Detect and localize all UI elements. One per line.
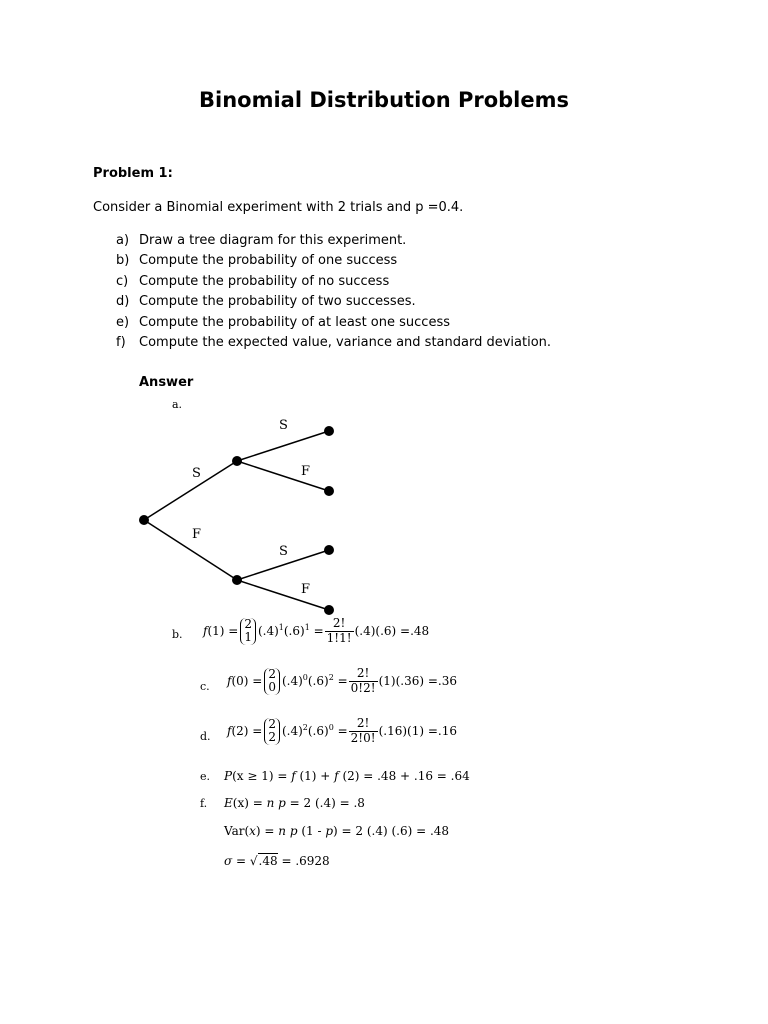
fraction bbox=[325, 617, 354, 646]
eq-text: (.6) bbox=[307, 673, 329, 688]
eq-text: ) = bbox=[255, 824, 279, 838]
tree-branch bbox=[237, 431, 329, 461]
answer-label-a: a. bbox=[172, 398, 183, 411]
eq-symbol: σ bbox=[224, 854, 233, 868]
fraction-numerator: 2! bbox=[349, 717, 378, 732]
question-letter: c) bbox=[116, 274, 129, 289]
tree-node bbox=[324, 486, 334, 496]
answer-label-d: d. bbox=[200, 730, 211, 743]
tree-label-f: F bbox=[301, 582, 311, 597]
equation-c bbox=[227, 667, 457, 696]
equation-d bbox=[227, 717, 457, 746]
question-letter: e) bbox=[116, 315, 130, 330]
eq-symbol: x bbox=[249, 824, 256, 838]
answer-label-c: c. bbox=[200, 680, 210, 693]
eq-text: (.4) bbox=[281, 723, 303, 738]
question-letter: f) bbox=[116, 335, 126, 350]
eq-symbol: f bbox=[203, 623, 208, 638]
fraction-numerator: 2! bbox=[349, 667, 378, 682]
eq-text: (0) = bbox=[231, 673, 263, 688]
eq-text: ) = 2 (.4) (.6) = .48 bbox=[333, 824, 450, 838]
binom-n: 2 bbox=[268, 666, 276, 681]
eq-text: (1) + bbox=[295, 769, 335, 783]
equation-b bbox=[203, 617, 429, 646]
eq-text: (1)(.36) =.36 bbox=[378, 673, 457, 688]
exponent: 2 bbox=[302, 722, 308, 732]
question-item bbox=[116, 335, 551, 350]
tree-node bbox=[324, 545, 334, 555]
eq-text: (2) = .48 + .16 = .64 bbox=[338, 769, 470, 783]
question-text: Compute the expected value, variance and standard deviation. bbox=[139, 335, 552, 350]
eq-symbol: p bbox=[325, 824, 334, 838]
question-item bbox=[116, 274, 389, 289]
question-letter: d) bbox=[116, 294, 130, 309]
fraction bbox=[349, 717, 378, 746]
binomial-coefficient bbox=[240, 618, 256, 646]
binom-n: 2 bbox=[268, 716, 276, 731]
eq-text: = bbox=[337, 723, 348, 738]
tree-branch bbox=[144, 520, 237, 580]
tree-branch bbox=[237, 461, 329, 491]
tree-branch bbox=[144, 461, 237, 520]
equation-expected-value bbox=[224, 796, 365, 810]
eq-text: (.4) bbox=[281, 673, 303, 688]
tree-label-s: S bbox=[279, 418, 288, 433]
sqrt-icon: √ bbox=[249, 854, 258, 868]
equation-std-dev bbox=[224, 854, 330, 868]
eq-text: = bbox=[232, 854, 250, 868]
question-letter: a) bbox=[116, 233, 130, 248]
question-item bbox=[116, 294, 416, 309]
question-item bbox=[116, 233, 406, 248]
binom-k: 1 bbox=[244, 630, 252, 645]
tree-label-f: F bbox=[301, 464, 311, 479]
tree-node bbox=[232, 456, 242, 466]
exponent: 0 bbox=[328, 722, 334, 732]
fraction-denominator: 2!0! bbox=[350, 730, 376, 745]
eq-symbol: n p bbox=[278, 824, 298, 838]
tree-label-s: S bbox=[192, 466, 201, 481]
fraction bbox=[349, 667, 378, 696]
question-text: Compute the probability of no success bbox=[139, 274, 390, 289]
eq-text: (.4)(.6) =.48 bbox=[354, 623, 430, 638]
eq-text: (.4) bbox=[257, 623, 279, 638]
fraction-denominator: 1!1! bbox=[326, 630, 352, 645]
problem-statement: Consider a Binomial experiment with 2 trials and p =0.4. bbox=[93, 200, 464, 215]
tree-node bbox=[324, 605, 334, 615]
problem-heading: Problem 1: bbox=[93, 166, 173, 181]
eq-text: (2) = bbox=[231, 723, 263, 738]
eq-text: Var( bbox=[224, 824, 250, 838]
tree-label-f: F bbox=[192, 527, 202, 542]
exponent: 0 bbox=[302, 672, 308, 682]
eq-text: = 2 (.4) = .8 bbox=[285, 796, 365, 810]
question-letter: b) bbox=[116, 253, 130, 268]
eq-text: (x ≥ 1) = bbox=[232, 769, 292, 783]
binom-n: 2 bbox=[244, 616, 252, 631]
question-text: Compute the probability of one success bbox=[139, 253, 398, 268]
exponent: 2 bbox=[328, 672, 334, 682]
question-text: Compute the probability of at least one success bbox=[139, 315, 450, 330]
tree-node bbox=[324, 426, 334, 436]
answer-label-e: e. bbox=[200, 770, 211, 783]
question-text: Draw a tree diagram for this experiment. bbox=[139, 233, 407, 248]
exponent: 1 bbox=[304, 622, 310, 632]
answer-label-b: b. bbox=[172, 628, 183, 641]
fraction-denominator: 0!2! bbox=[350, 680, 376, 695]
tree-node bbox=[139, 515, 149, 525]
eq-text: (.6) bbox=[283, 623, 305, 638]
eq-symbol: f bbox=[227, 723, 232, 738]
question-item bbox=[116, 315, 450, 330]
tree-node bbox=[232, 575, 242, 585]
eq-text: = bbox=[337, 673, 348, 688]
eq-symbol: f bbox=[227, 673, 232, 688]
tree-branch bbox=[237, 580, 329, 610]
eq-text: = bbox=[313, 623, 324, 638]
eq-symbol: n p bbox=[266, 796, 286, 810]
question-text: Compute the probability of two successes. bbox=[139, 294, 416, 309]
answer-heading: Answer bbox=[139, 375, 194, 390]
binom-k: 0 bbox=[268, 680, 276, 695]
equation-variance bbox=[224, 824, 449, 838]
eq-text: (.16)(1) =.16 bbox=[378, 723, 457, 738]
answer-label-f: f. bbox=[200, 797, 208, 810]
question-item bbox=[116, 253, 397, 268]
tree-label-s: S bbox=[279, 544, 288, 559]
fraction-numerator: 2! bbox=[325, 617, 354, 632]
exponent: 1 bbox=[278, 622, 284, 632]
tree-diagram bbox=[130, 410, 350, 622]
eq-text: (.6) bbox=[307, 723, 329, 738]
eq-text: (1) = bbox=[207, 623, 239, 638]
eq-symbol: f bbox=[291, 769, 296, 783]
document-title: Binomial Distribution Problems bbox=[198, 88, 569, 112]
eq-symbol: E bbox=[224, 796, 233, 810]
binom-k: 2 bbox=[268, 730, 276, 745]
eq-symbol: f bbox=[334, 769, 339, 783]
binomial-coefficient bbox=[264, 668, 280, 696]
radicand: .48 bbox=[258, 854, 278, 868]
binomial-coefficient bbox=[264, 718, 280, 746]
eq-text: = .6928 bbox=[277, 854, 330, 868]
eq-text: (x) = bbox=[232, 796, 267, 810]
eq-symbol: P bbox=[224, 769, 233, 783]
eq-text: (1 - bbox=[297, 824, 326, 838]
equation-e bbox=[224, 769, 470, 783]
